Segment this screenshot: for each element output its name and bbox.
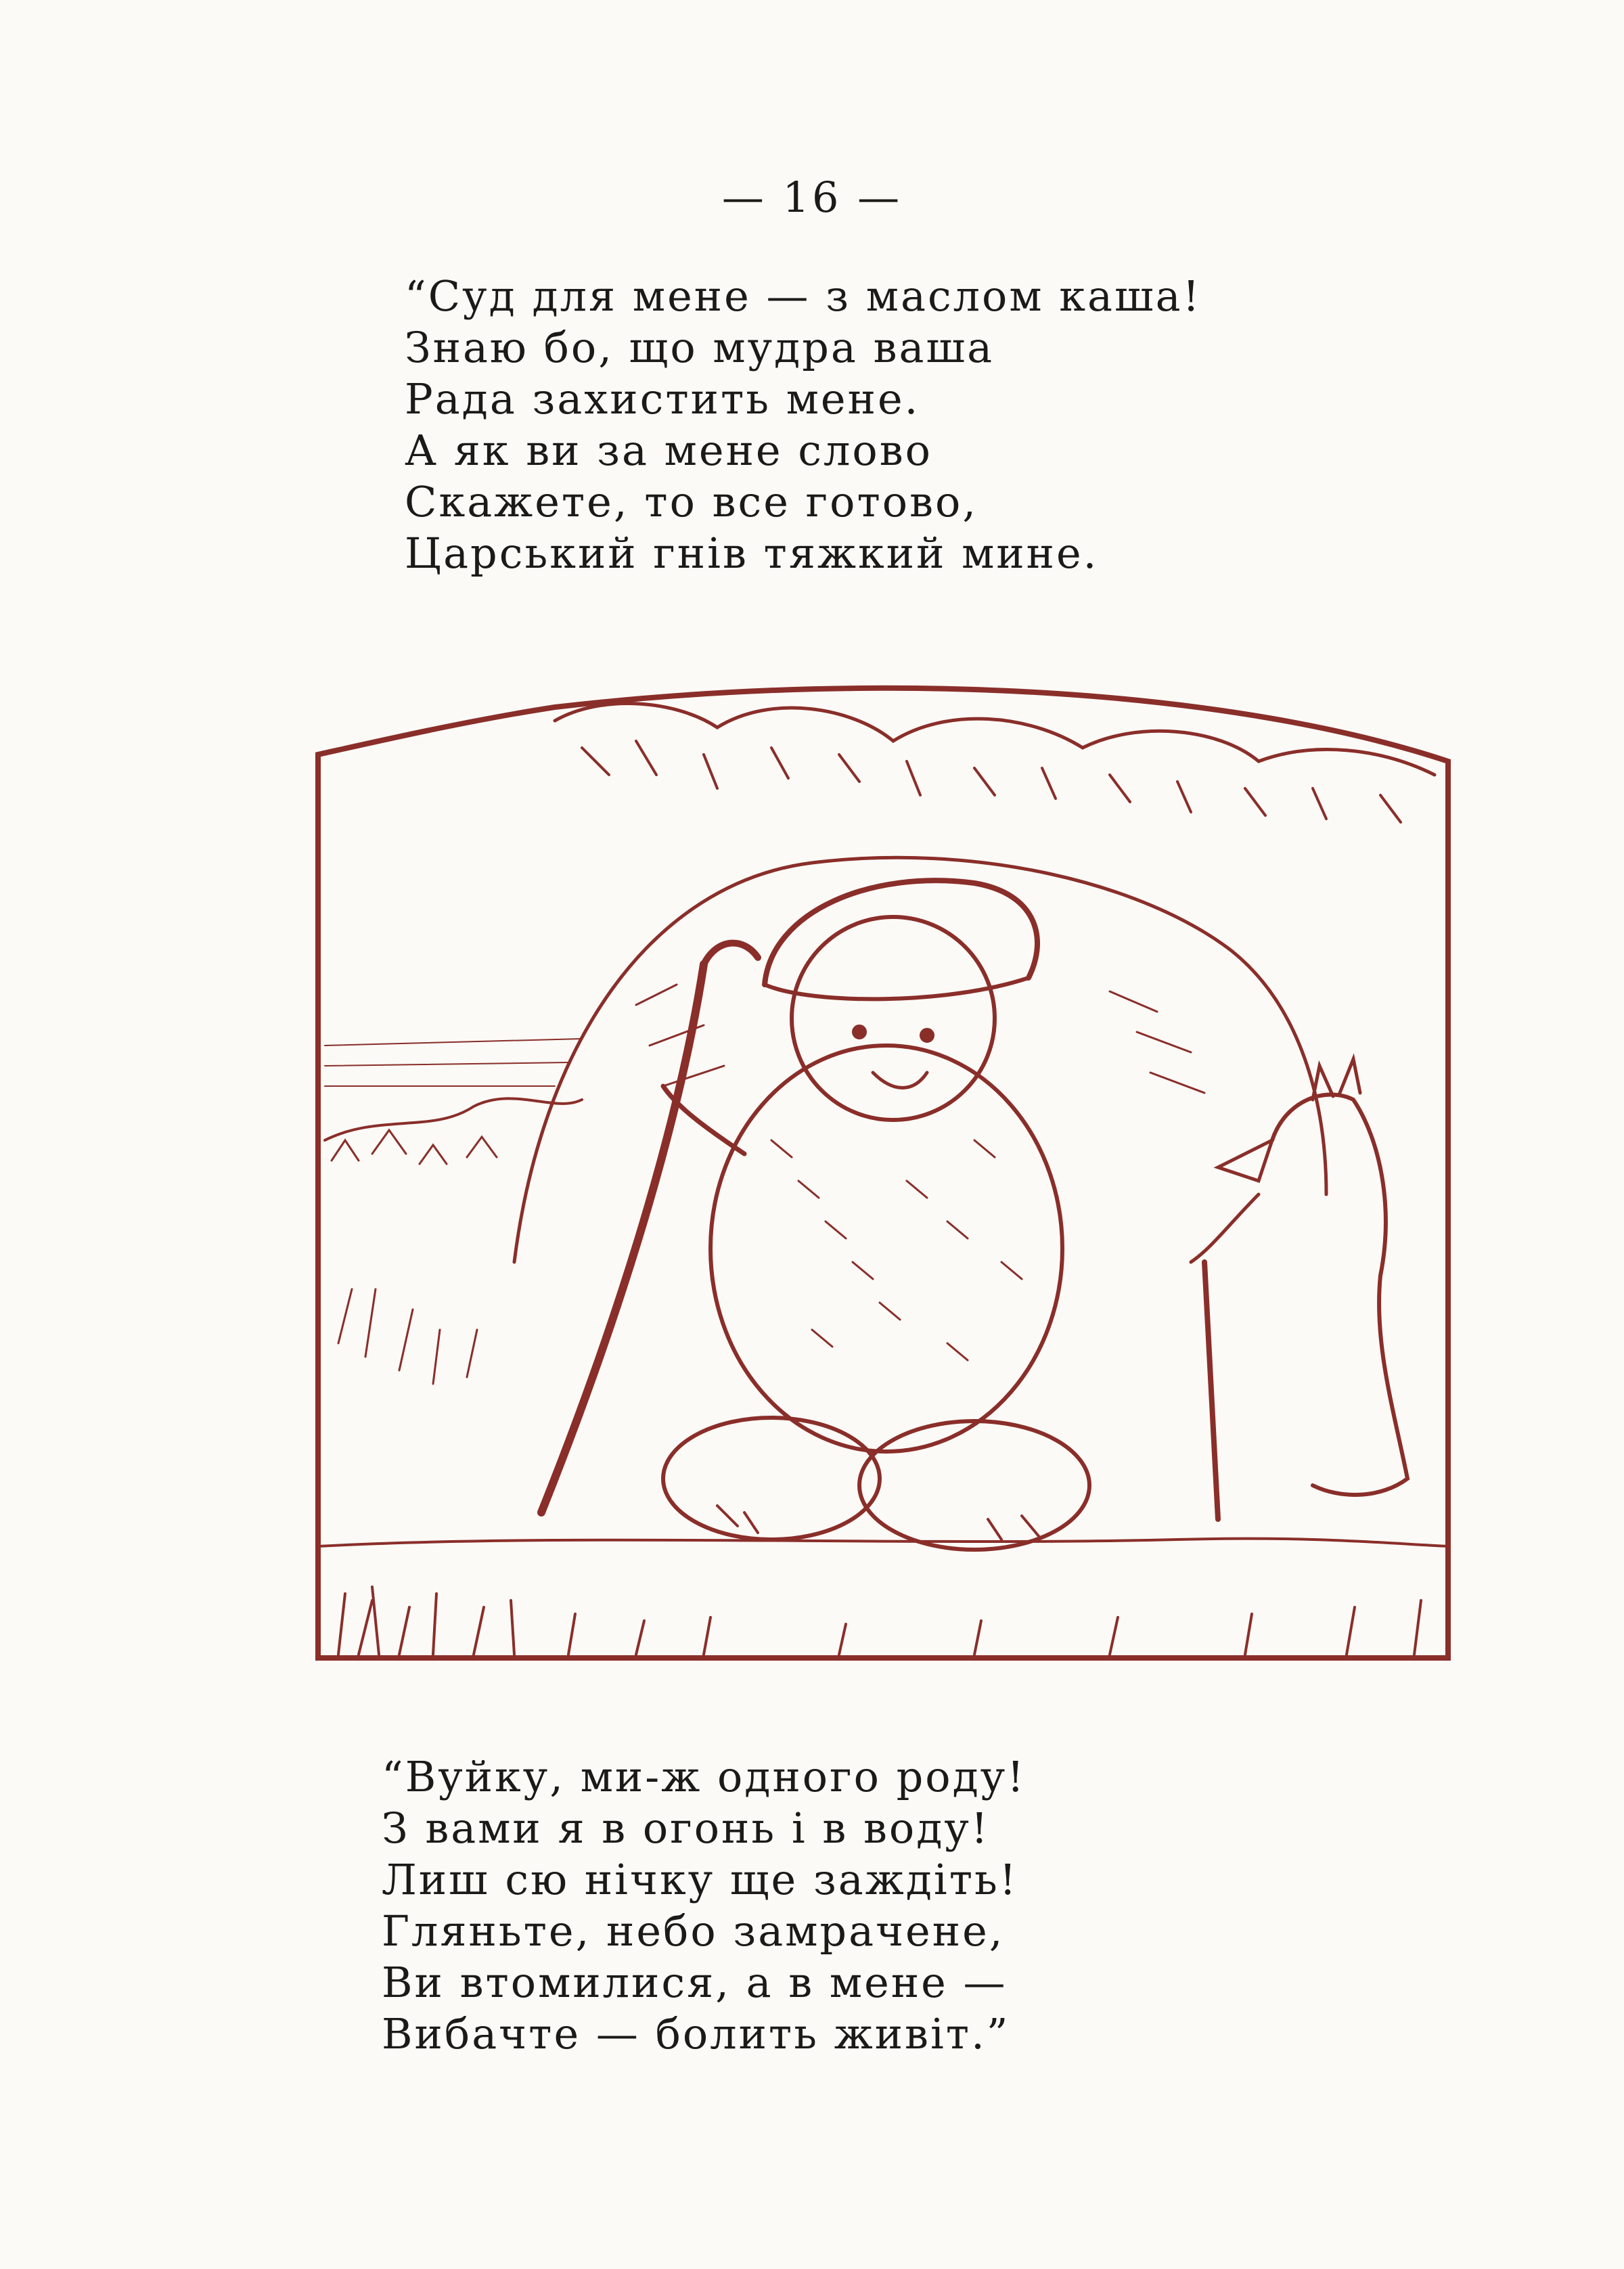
verse-line: Царський гнів тяжкий мине. [405, 529, 1099, 578]
engraving-image [298, 667, 1462, 1661]
stanza-bottom [382, 1751, 1026, 2060]
verse-line: Знаю бо, що мудра ваша [405, 323, 995, 372]
bear-staff [541, 964, 704, 1512]
verse-line: Ви втомилися, а в мене — [382, 1958, 1008, 2007]
verse-line: Скажете, то все готово, [405, 477, 978, 526]
verse-line: А як ви за мене слово [405, 426, 932, 475]
verse-line: “Вуйку, ми-ж одного роду! [382, 1752, 1027, 1801]
verse-line: “Суд для мене — з маслом каша! [405, 271, 1202, 321]
verse-line: З вами я в огонь і в воду! [382, 1803, 990, 1853]
bear-body [710, 1046, 1062, 1452]
verse-line: Лиш сю нічку ще заждіть! [382, 1855, 1018, 1904]
illustration-bear-and-fox [298, 667, 1462, 1661]
page-number: — 16 — [721, 173, 903, 222]
verse-line: Вибачте — болить живіт.” [382, 2009, 1010, 2059]
fox-figure [1272, 1095, 1407, 1495]
verse-line: Рада захистить мене. [405, 374, 920, 424]
stanza-top [405, 271, 1202, 579]
verse-line: Гляньте, небо замрачене, [382, 1906, 1005, 1956]
illustration-frame [318, 688, 1448, 1658]
bear-head [792, 917, 995, 1120]
